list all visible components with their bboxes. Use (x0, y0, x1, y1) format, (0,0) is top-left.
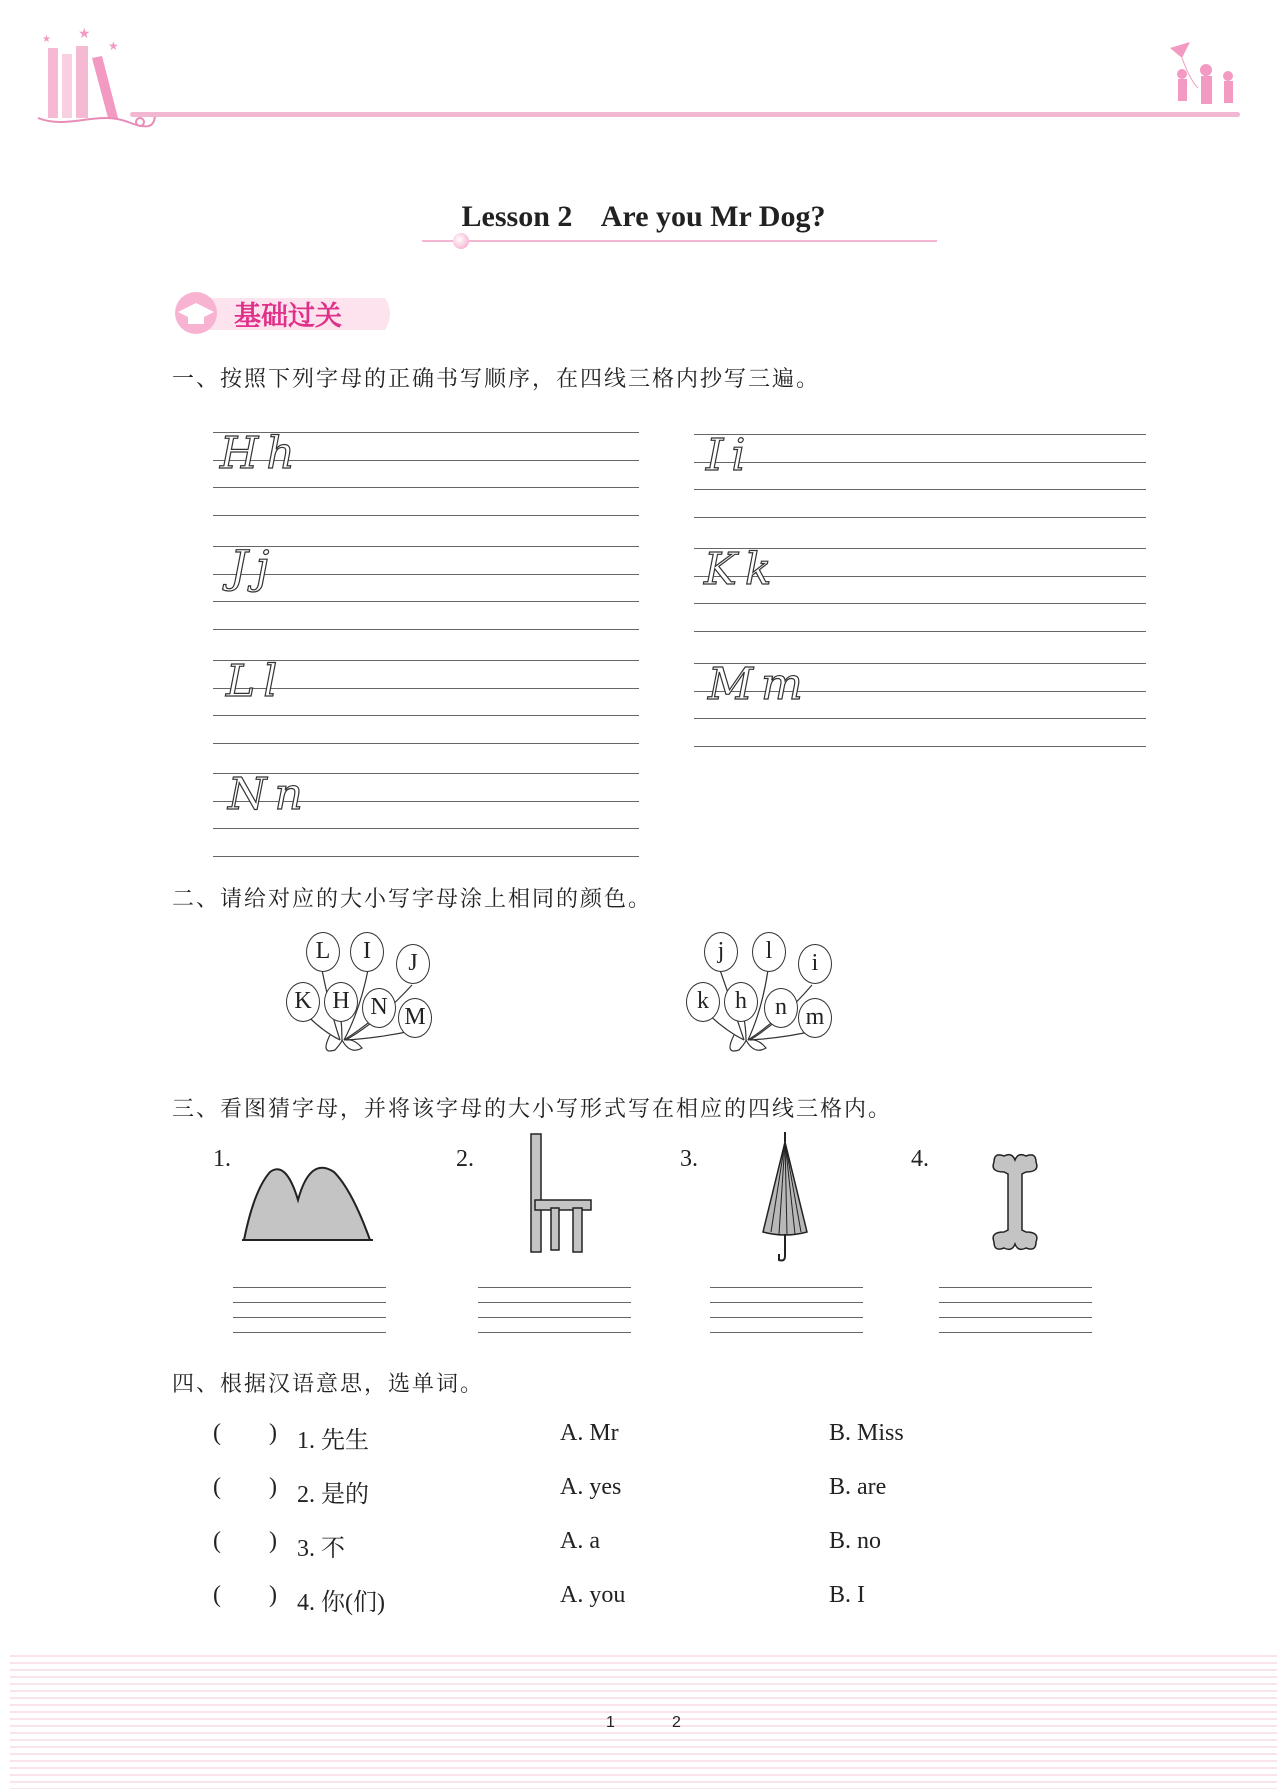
picture-item-4-number: 4. (911, 1146, 929, 1172)
section-3-instruction: 三、看图猜字母，并将该字母的大小写形式写在相应的四线三格内。 (172, 1097, 893, 1122)
letter-model-kk: Kk (704, 544, 780, 595)
letter-model-jj: Jj (230, 542, 278, 593)
balloon-upper-k[interactable]: K (286, 982, 320, 1022)
balloon-lower-i[interactable]: i (798, 944, 832, 984)
choice-1-option-b: B. Miss (829, 1420, 904, 1446)
section-4-instruction: 四、根据汉语意思，选单词。 (172, 1372, 485, 1397)
balloon-upper-n[interactable]: N (362, 988, 396, 1028)
letter-model-ll: Ll (226, 656, 286, 707)
balloon-upper-m[interactable]: M (398, 998, 432, 1038)
letter-model-ii: Ii (706, 430, 754, 481)
balloon-lower-l[interactable]: l (752, 932, 786, 972)
title-underline (422, 240, 937, 242)
bone-icon (990, 1152, 1040, 1252)
balloon-upper-i[interactable]: I (350, 932, 384, 972)
picture-item-1-number: 1. (213, 1146, 231, 1172)
choice-4-stem: 4. 你(们) (297, 1590, 385, 1616)
title-dot (453, 233, 469, 249)
balloon-lower-j[interactable]: j (704, 932, 738, 972)
choice-2-stem: 2. 是的 (297, 1482, 369, 1508)
balloon-lower-k[interactable]: k (686, 982, 720, 1022)
choice-2-paren[interactable]: ( ) (213, 1474, 277, 1500)
kids-kite-illustration (1160, 40, 1250, 115)
choice-2-option-b: B. are (829, 1474, 887, 1500)
balloon-upper-h[interactable]: H (324, 982, 358, 1022)
umbrella-icon (755, 1132, 815, 1267)
page-number-left: 1 (606, 1714, 615, 1731)
picture-item-3-number: 3. (680, 1146, 698, 1172)
writing-grid-picture-4[interactable] (939, 1287, 1092, 1333)
choice-4-option-b: B. I (829, 1582, 865, 1608)
writing-grid-ii[interactable] (694, 434, 1146, 518)
choice-1-option-a: A. Mr (560, 1420, 619, 1446)
choice-3-option-b: B. no (829, 1528, 882, 1554)
footer-band (10, 1655, 1277, 1789)
choice-4-paren[interactable]: ( ) (213, 1582, 277, 1608)
choice-3-stem: 3. 不 (297, 1536, 345, 1562)
balloon-upper-l[interactable]: L (306, 932, 340, 972)
section-1-instruction: 一、按照下列字母的正确书写顺序，在四线三格内抄写三遍。 (172, 367, 821, 392)
choice-3-paren[interactable]: ( ) (213, 1528, 277, 1554)
choice-1-stem: 1. 先生 (297, 1428, 369, 1454)
chair-icon (525, 1132, 595, 1257)
writing-grid-picture-2[interactable] (478, 1287, 631, 1333)
svg-text:★: ★ (42, 34, 51, 45)
header-rule (130, 112, 1240, 117)
svg-text:★: ★ (78, 26, 91, 42)
letter-model-mm: Mm (708, 659, 811, 710)
balloon-upper-j[interactable]: J (396, 944, 430, 984)
letter-model-nn: Nn (228, 769, 311, 820)
choice-2-option-a: A. yes (560, 1474, 622, 1500)
mountain-icon (240, 1160, 375, 1245)
balloon-lower-m[interactable]: m (798, 998, 832, 1038)
writing-grid-picture-1[interactable] (233, 1287, 386, 1333)
section-badge-label: 基础过关 (234, 301, 342, 332)
lesson-title: Lesson 2 Are you Mr Dog? (461, 200, 826, 233)
balloon-lower-n[interactable]: n (764, 988, 798, 1028)
letter-model-hh: Hh (220, 428, 303, 479)
choice-3-option-a: A. a (560, 1528, 600, 1554)
picture-item-2-number: 2. (456, 1146, 474, 1172)
choice-1-paren[interactable]: ( ) (213, 1420, 277, 1446)
page-number-right: 2 (672, 1714, 681, 1731)
balloon-lower-h[interactable]: h (724, 982, 758, 1022)
writing-grid-picture-3[interactable] (710, 1287, 863, 1333)
section-2-instruction: 二、请给对应的大小写字母涂上相同的颜色。 (172, 887, 653, 912)
svg-text:★: ★ (108, 39, 119, 53)
choice-4-option-a: A. you (560, 1582, 626, 1608)
